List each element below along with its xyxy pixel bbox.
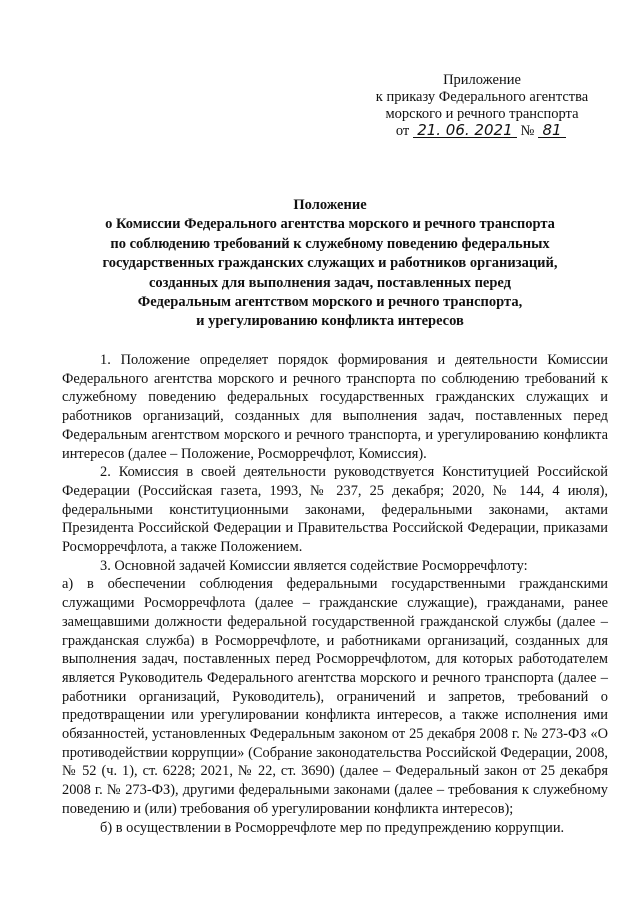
number-label: № — [520, 123, 535, 139]
title-line-7: и урегулированию конфликта интересов — [196, 313, 464, 330]
title-line-6: Федеральным агентством морского и речного транспорта, — [137, 294, 523, 311]
paragraph-3a: а) в обеспечении соблюдения федеральными государственными гражданскими служащими Росморречфлота (далее – гражданские служащие), гражданами, ранее замещавшими должности федеральной государственной гражданской службы (далее – гражданская служба) в Росморречфлоте, и работниками организаций, созданных для выполнения задач, поставленных перед Росморречфлотом, для которых работодателем является Руководитель Федерального агентства морского и речного транспорта (далее – работники организаций, Руководитель), ограничений и запретов, требований о предотвращении или урегулировании конфликта интересов, а также исполнения ими обязанностей, установленных Федеральным законом от 25 декабря 2008 г. № 273-ФЗ «О противодействии коррупции» (Собрание законодательства Российской Федерации, 2008, № 52 (ч. 1), ст. 6228; 2021, № 22, ст. 3690) (далее – Федеральный закон от 25 декабря 2008 г. № 273-ФЗ), другими федеральными законами (далее – требования к служебному поведению и (или) требования об урегулировании конфликта интересов); — [62, 576, 608, 817]
appendix-line-3: морского и речного транспорта — [385, 106, 579, 122]
title-line-4: государственных гражданских служащих и работников организаций, — [102, 255, 558, 272]
paragraph-3b: б) в осуществлении в Росморречфлоте мер по предупреждению коррупции. — [100, 819, 565, 836]
appendix-header — [360, 72, 604, 140]
title-line-2: о Комиссии Федерального агентства морского и речного транспорта — [105, 216, 555, 233]
document-title — [62, 196, 598, 332]
title-line-5: созданных для выполнения задач, поставленных перед — [149, 274, 511, 291]
order-date-number — [360, 123, 604, 140]
title-line-1: Положение — [293, 197, 367, 213]
order-number: 81 — [538, 123, 566, 138]
appendix-line-2: к приказу Федерального агентства — [375, 89, 589, 105]
paragraph-1: 1. Положение определяет порядок формирования и деятельности Комиссии Федерального агентства морского и речного транспорта по соблюдению требований к служебному поведению федеральных государственных гражданских служащих и работников организаций, созданных для выполнения задач, поставленных перед Федеральным агентством морского и речного транспорта, и урегулированию конфликта интересов (далее – Положение, Росморречфлот, Комиссия). — [62, 352, 608, 462]
appendix-line-1: Приложение — [443, 72, 521, 88]
title-line-3: по соблюдению требований к служебному поведению федеральных — [110, 235, 550, 252]
document-body — [62, 351, 608, 837]
from-label: от — [395, 123, 410, 139]
order-date: 21. 06. 2021 — [413, 123, 517, 138]
paragraph-2: 2. Комиссия в своей деятельности руководствуется Конституцией Российской Федерации (Российская газета, 1993, № 237, 25 декабря; 2020, № 144, 4 июля), федеральными конституционными законами, федеральными законами, актами Президента Российской Федерации и Правительства Российской Федерации, приказами Росморречфлота, а также Положением. — [62, 464, 608, 556]
paragraph-3: 3. Основной задачей Комиссии является содействие Росморречфлоту: — [100, 557, 528, 574]
